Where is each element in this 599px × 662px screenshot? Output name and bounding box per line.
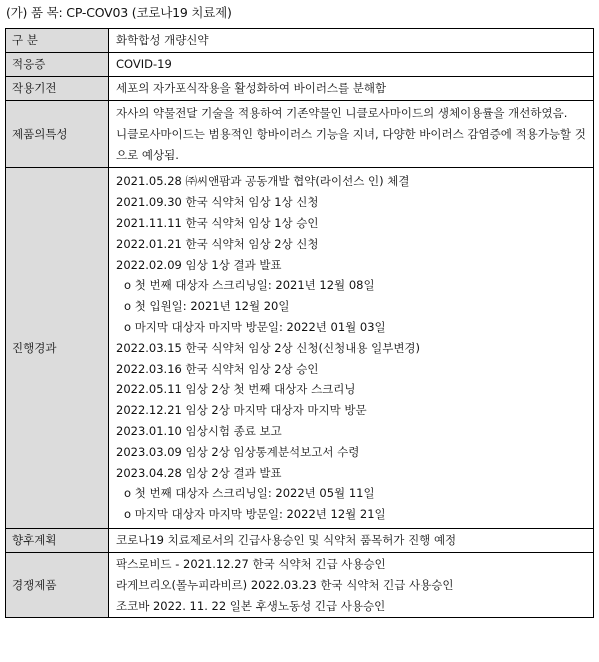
progress-subitem: o 첫 입원일: 2021년 12월 20일 <box>124 299 290 314</box>
characteristics-line: 니클로사마이드는 범용적인 항바이러스 기능을 지녀, 다양한 바이러스 감염증에 적용가능할 것으로 예상됨. <box>116 126 586 162</box>
table-row-plan <box>6 528 594 552</box>
table-row-category <box>6 29 594 53</box>
row-value-indication: COVID-19 <box>109 53 594 77</box>
row-label-plan: 향후계획 <box>6 528 109 552</box>
progress-item: 2023.01.10 임상시험 종료 보고 <box>116 423 282 438</box>
row-value-plan: 코로나19 치료제로서의 긴급사용승인 및 식약처 품목허가 진행 예정 <box>109 528 594 552</box>
row-label-competitors: 경쟁제품 <box>6 552 109 617</box>
row-value-characteristics <box>109 101 594 168</box>
row-value-progress <box>109 168 594 529</box>
competitor-item: 라게브리오(몰누피라비르) 2022.03.23 한국 식약처 긴급 사용승인 <box>116 577 454 592</box>
progress-item: 2021.05.28 ㈜씨앤팜과 공동개발 협약(라이선스 인) 체결 <box>116 174 410 189</box>
row-label-category: 구 분 <box>6 29 109 53</box>
row-label-characteristics: 제품의특성 <box>6 101 109 168</box>
row-label-mechanism: 작용기전 <box>6 77 109 101</box>
progress-item: 2021.09.30 한국 식약처 임상 1상 신청 <box>116 195 319 210</box>
progress-item: 2023.03.09 임상 2상 임상통계분석보고서 수령 <box>116 444 360 459</box>
product-spec-table <box>5 28 594 618</box>
row-value-competitors <box>109 552 594 617</box>
table-row-competitors <box>6 552 594 617</box>
competitor-item: 팍스로비드 - 2021.12.27 한국 식약처 긴급 사용승인 <box>116 556 386 571</box>
row-label-progress: 진행경과 <box>6 168 109 529</box>
table-row-characteristics <box>6 101 594 168</box>
characteristics-line: 자사의 약물전달 기술을 적용하여 기존약물인 니클로사마이드의 생체이용률을 개선하였음. <box>116 106 568 120</box>
progress-subitem: o 마지막 대상자 마지막 방문일: 2022년 12월 21일 <box>124 507 386 522</box>
progress-item: 2022.05.11 임상 2상 첫 번째 대상자 스크리닝 <box>116 382 356 397</box>
row-value-category: 화학합성 개량신약 <box>109 29 594 53</box>
table-row-mechanism <box>6 77 594 101</box>
progress-subitem: o 첫 번째 대상자 스크리닝일: 2022년 05월 11일 <box>124 486 375 501</box>
row-label-indication: 적응증 <box>6 53 109 77</box>
progress-subitem: o 첫 번째 대상자 스크리닝일: 2021년 12월 08일 <box>124 278 375 293</box>
competitor-item: 조코바 2022. 11. 22 일본 후생노동성 긴급 사용승인 <box>116 598 386 613</box>
row-value-mechanism: 세포의 자가포식작용을 활성화하여 바이러스를 분해함 <box>109 77 594 101</box>
section-title: (가) 품 목: CP-COV03 (코로나19 치료제) <box>6 5 232 20</box>
progress-item: 2023.04.28 임상 2상 결과 발표 <box>116 465 282 480</box>
progress-item: 2022.01.21 한국 식약처 임상 2상 신청 <box>116 236 319 251</box>
progress-subitem: o 마지막 대상자 마지막 방문일: 2022년 01월 03일 <box>124 319 386 334</box>
progress-item: 2022.02.09 임상 1상 결과 발표 <box>116 257 282 272</box>
progress-item: 2022.03.15 한국 식약처 임상 2상 신청(신청내용 일부변경) <box>116 340 421 355</box>
progress-item: 2022.03.16 한국 식약처 임상 2상 승인 <box>116 361 319 376</box>
progress-item: 2022.12.21 임상 2상 마지막 대상자 마지막 방문 <box>116 403 367 418</box>
progress-item: 2021.11.11 한국 식약처 임상 1상 승인 <box>116 215 319 230</box>
table-row-indication <box>6 53 594 77</box>
table-row-progress <box>6 168 594 529</box>
